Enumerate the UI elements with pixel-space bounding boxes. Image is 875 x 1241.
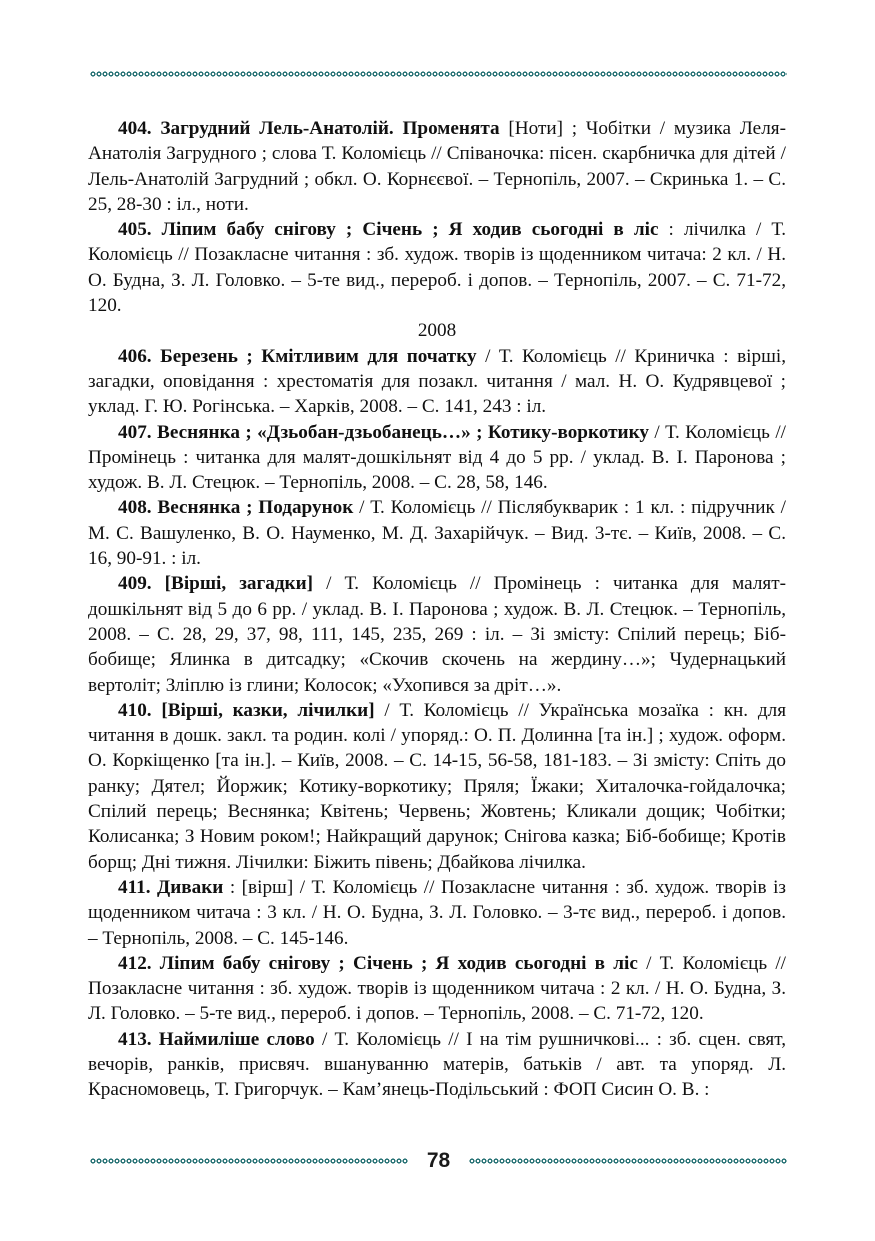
entry-413 [88,1027,786,1103]
entry-title: [Вірші, казки, лічилки] [161,699,375,721]
entry-title: Веснянка ; Подарунок [157,497,354,519]
entry-description: / Т. Коломієць // Криничка : вірші, загадки, оповідання : хрестоматія для позакл. читання / мал. Н. О. Кудрявцевої ; уклад. Г. Ю. Рогінська. – Харків, 2008. – С. 141, 243 : іл. [88,345,786,418]
entry-number: 407. [118,421,152,443]
entry-title: Ліпим бабу снігову ; Січень ; Я ходив сьогодні в ліс [159,952,638,974]
entry-number: 405. [118,219,152,241]
page-number: 78 [426,1149,451,1172]
entry-412 [88,951,786,1027]
entry-number: 413. [118,1028,152,1050]
entry-number: 404. [118,118,152,139]
entry-404 [88,116,786,217]
entry-410 [88,698,786,875]
bottom-ornament-rule-left [90,1158,408,1164]
entry-description: / Т. Коломієць // Промінець : читанка для малят-дошкільнят від 4 до 5 рр. / уклад. В. І. Паронова ; худож. В. Л. Стецюк. – Тернопіль, 2008. – С. 28, 58, 146. [88,421,786,494]
entry-number: 411. [118,876,151,898]
bibliography-content [88,116,786,1103]
entry-title: Загрудний Лель-Анатолій. Променята [160,118,500,139]
entry-description: / Т. Коломієць // Українська мозаїка : кн. для читання в дошк. закл. та родин. колі / упоряд.: О. П. Долинна [та ін.] ; худож. оформ. О. Коркіщенко [та ін.]. – Київ, 2008. – С. 14-15, 56-58, 181-183. – Зі змісту: Спіть до ранку; Дятел; Йоржик; Котику-воркотику; Пряля; Їжаки; Хиталочка-гойдалочка; Спілий перець; Веснянка; Квітень; Червень; Жовтень; Кликали дощик; Чобітки; Колисанка; З Новим роком!; Найкращий дарунок; Снігова казка; Біб-бобище; Кротів борщ; Дні тижня. Лічилки: Біжить півень; Дбайкова лічилка. [88,699,787,873]
entry-title: Березень ; Кмітливим для початку [160,345,477,367]
entry-406 [88,344,786,420]
entry-409 [88,571,786,697]
entry-description: [Ноти] ; Чобітки / музика Леля-Анатолія Загрудного ; слова Т. Коломієць // Співаночка: пісен. скарбничка для дітей / Лель-Анатолій Загрудний ; обкл. О. Корнєєвої. – Тернопіль, 2007. – Скринька 1. – С. 25, 28-30 : іл., ноти. [88,118,786,215]
entry-description: / Т. Коломієць // Промінець : читанка для малят-дошкільнят від 5 до 6 рр. / уклад. В. І. Паронова ; худож. В. Л. Стецюк. – Тернопіль, 2008. – С. 28, 29, 37, 98, 111, 145, 235, 269 : іл. – Зі змісту: Спілий перець; Біб-бобище; Ялинка в дитсадку; «Скочив скочень на жердину…»; Чудернацький вертоліт; Зліплю із глини; Колосок; «Ухопився за дріт…». [88,573,786,696]
entry-title: Наймиліше слово [158,1028,315,1050]
entry-description: : [вірш] / Т. Коломієць // Позакласне читання : зб. худож. творів із щоденником читача : 3 кл. / Н. О. Будна, З. Л. Головко. – 3-тє вид., перероб. і допов. – Тернопіль, 2008. – С. 145-146. [88,876,786,949]
entry-description: / Т. Коломієць // Післябукварик : 1 кл. : підручник / М. С. Вашуленко, В. О. Науменко, М. Д. Захарійчук. – Вид. 3-тє. – Київ, 2008. – С. 16, 90-91. : іл. [88,497,787,570]
entry-number: 409. [118,573,152,595]
entry-title: [Вірші, загадки] [164,573,314,595]
entry-description: : лічилка / Т. Коломієць // Позакласне читання : зб. худож. творів із щоденником читача: 2 кл. / Н. О. Будна, З. Л. Головко. – 5-те вид., перероб. і допов. – Тернопіль, 2007. – С. 71-72, 120. [88,219,786,317]
top-ornament-rule [90,71,787,77]
entry-411 [88,875,786,951]
entry-title: Веснянка ; «Дзьобан-дзьобанець…» ; Котику-воркотику [157,421,649,443]
entry-number: 410. [118,699,152,721]
entry-description: / Т. Коломієць // Позакласне читання : зб. худож. творів із щоденником читача : 2 кл. / Н. О. Будна, З. Л. Головко. – 5-те вид., перероб. і допов. – Тернопіль, 2008. – С. 71-72, 120. [88,952,787,1025]
entry-408 [88,495,786,571]
entry-title: Диваки [157,876,224,898]
entry-title: Ліпим бабу снігову ; Січень ; Я ходив сьогодні в ліс [161,219,659,241]
entry-407 [88,420,786,496]
bottom-ornament-rule-right [469,1158,787,1164]
year-heading: 2008 [417,320,457,342]
entry-description: / Т. Коломієць // І на тім рушничкові... : зб. сцен. свят, вечорів, ранків, присвяч. вшануванню матерів, батьків / авт. та упоряд. Л. Красномовець, Т. Григорчук. – Кам’янець-Подільський : ФОП Сисин О. В. : [88,1028,786,1101]
entry-number: 412. [118,952,152,974]
entry-405 [88,217,786,318]
entry-number: 406. [118,345,152,367]
entry-number: 408. [118,497,152,519]
